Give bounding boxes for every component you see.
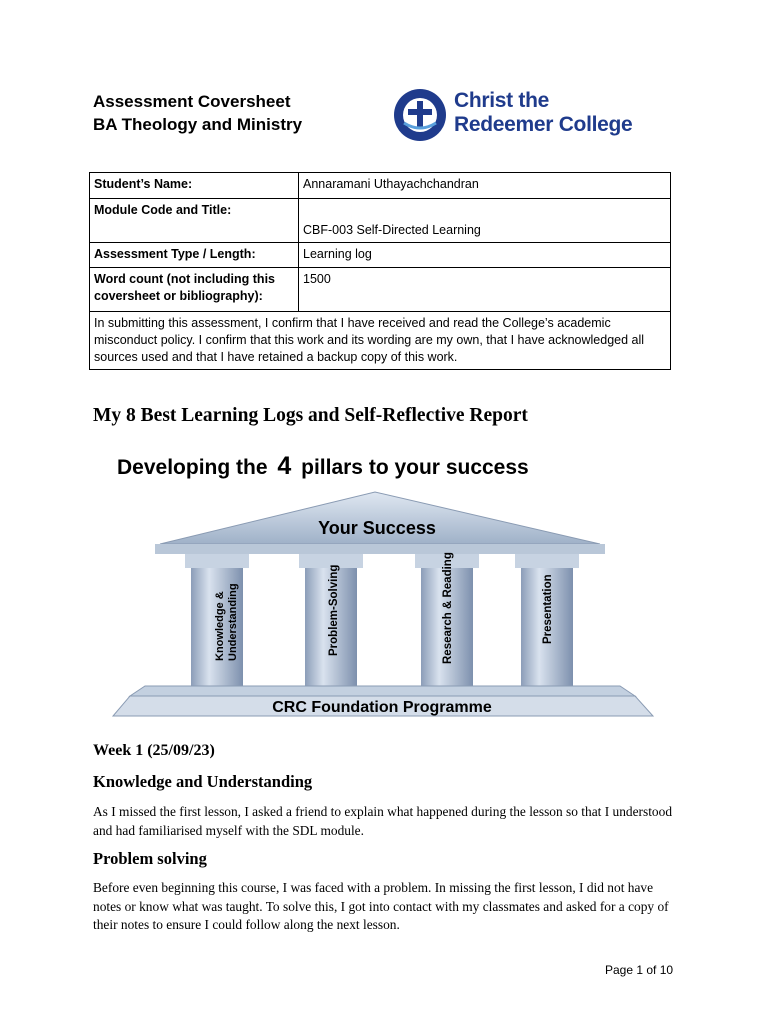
header-line-2: BA Theology and Ministry <box>93 115 303 134</box>
pillar-knowledge <box>185 554 249 686</box>
pillar-research <box>415 552 479 686</box>
wordcount-value: 1500 <box>299 268 671 312</box>
college-logo <box>392 87 682 143</box>
table-row <box>90 312 671 370</box>
section-heading-knowledge: Knowledge and Understanding <box>93 772 313 791</box>
pillar-label-knowledge: Knowledge & <box>214 591 226 661</box>
pillar-label-understanding: Understanding <box>227 583 239 661</box>
college-seal-icon <box>392 87 450 143</box>
roof-label: Your Success <box>318 518 436 538</box>
base-step-1 <box>130 686 635 696</box>
pillar-presentation <box>515 554 579 686</box>
type-value: Learning log <box>299 243 671 268</box>
logo-line-2: Redeemer College <box>454 113 633 136</box>
header-line-1: Assessment Coversheet <box>93 92 291 111</box>
logo-line-1: Christ the <box>454 89 550 112</box>
document-header <box>93 90 302 136</box>
pillars-figure <box>105 446 665 726</box>
declaration-text: In submitting this assessment, I confirm that I have received and read the College’s academic misconduct policy. I confirm that this work and its wording are my own, that I have acknowledged all sources used and that I have retained a backup copy of this work. <box>90 312 671 370</box>
pillar-problem-solving <box>299 554 363 686</box>
coversheet-table <box>89 172 671 370</box>
student-name-value: Annaramani Uthayachchandran <box>299 173 671 199</box>
table-row <box>90 243 671 268</box>
table-row <box>90 199 671 243</box>
student-name-label: Student’s Name: <box>90 173 299 199</box>
section-text-problem-solving: Before even beginning this course, I was faced with a problem. In missing the first lesson, I did not have notes or know what was taught. To solve this, I got into contact with my classmates and asked for a copy of their notes to ensure I could follow along the next lesson. <box>93 880 669 932</box>
pillar-label-problem-solving: Problem-Solving <box>328 564 340 656</box>
pillar-label-research: Research & Reading <box>442 552 454 664</box>
type-label: Assessment Type / Length: <box>90 243 299 268</box>
wordcount-label: Word count (not including this coversheet or bibliography): <box>90 268 299 312</box>
table-row <box>90 173 671 199</box>
module-label: Module Code and Title: <box>90 199 299 243</box>
section-heading-problem-solving: Problem solving <box>93 849 207 868</box>
pillars-illustration <box>105 446 665 726</box>
table-row <box>90 268 671 312</box>
roof-beam <box>155 544 605 554</box>
section-text-knowledge: As I missed the first lesson, I asked a friend to explain what happened during the lesson so that I understood and had familiarised myself with the SDL module. <box>93 804 673 838</box>
base-label: CRC Foundation Programme <box>272 699 492 716</box>
pillar-label-presentation: Presentation <box>542 574 554 644</box>
week-heading: Week 1 (25/09/23) <box>93 742 215 759</box>
module-value: CBF-003 Self-Directed Learning <box>299 199 671 243</box>
figure-heading: Developing the 4 pillars to your success <box>117 452 529 480</box>
page-number: Page 1 of 10 <box>605 963 674 977</box>
page-title: My 8 Best Learning Logs and Self-Reflective Report <box>93 405 528 426</box>
